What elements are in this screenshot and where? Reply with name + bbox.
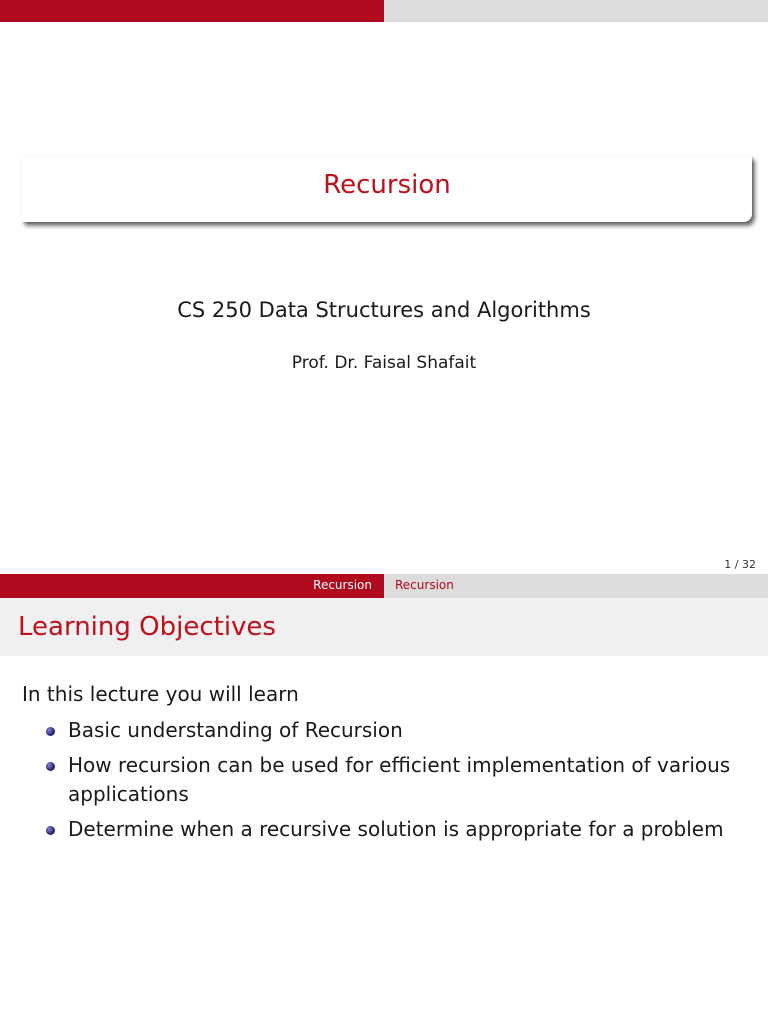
top-bar-gray: [384, 0, 768, 22]
bullet-icon: [46, 826, 55, 835]
slide-title: Recursion: [323, 170, 451, 200]
course-subtitle: CS 250 Data Structures and Algorithms: [177, 298, 591, 322]
frame-title-bar: [0, 598, 768, 656]
nav-bar-subsection: [384, 574, 768, 598]
page-number: 1 / 32: [724, 558, 756, 571]
top-bar-accent: [0, 0, 384, 22]
list-item-text: Basic understanding of Recursion: [68, 718, 403, 742]
author-name: Prof. Dr. Faisal Shafait: [291, 353, 477, 373]
bullet-icon: [46, 727, 55, 736]
frame-title: Learning Objectives: [18, 612, 276, 642]
bullet-icon: [46, 762, 55, 771]
nav-section-link[interactable]: Recursion: [313, 578, 372, 592]
list-item-text: How recursion can be used for efficient implementation of various applications: [68, 753, 731, 806]
nav-subsection-link[interactable]: Recursion: [395, 578, 454, 592]
list-item-text: Determine when a recursive solution is appropriate for a problem: [68, 817, 724, 841]
nav-bar-section: [0, 574, 384, 598]
title-box: [22, 156, 752, 222]
intro-text: In this lecture you will learn: [22, 682, 299, 706]
